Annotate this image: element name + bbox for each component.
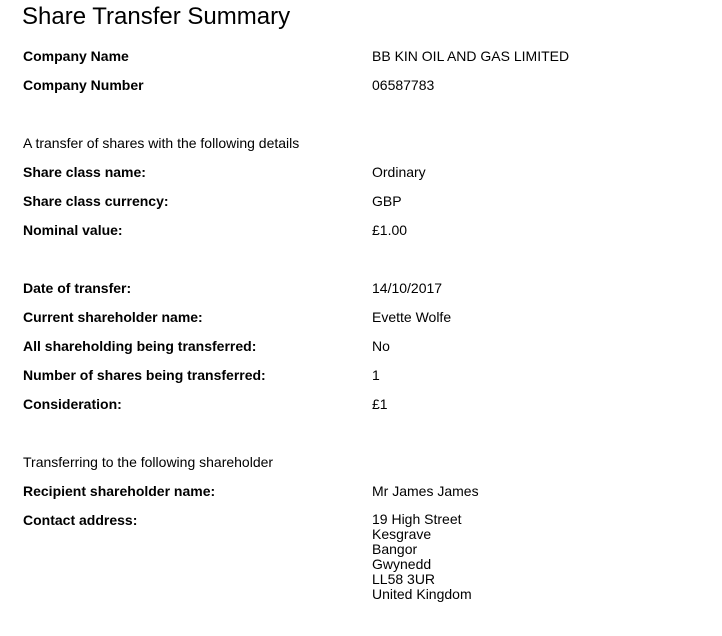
transfer-date-label: Date of transfer: bbox=[23, 280, 132, 296]
share-class-name-label: Share class name: bbox=[23, 164, 146, 180]
address-line: Kesgrave bbox=[372, 526, 432, 542]
transfer-date-value: 14/10/2017 bbox=[372, 280, 443, 296]
current-shareholder-label: Current shareholder name: bbox=[23, 309, 203, 325]
contact-address-label: Contact address: bbox=[23, 512, 138, 528]
recipient-intro: Transferring to the following shareholder bbox=[23, 454, 274, 470]
company-name-value: BB KIN OIL AND GAS LIMITED bbox=[372, 48, 570, 64]
company-number-value: 06587783 bbox=[372, 77, 435, 93]
all-shareholding-label: All shareholding being transferred: bbox=[23, 338, 257, 354]
share-details-intro: A transfer of shares with the following details bbox=[23, 135, 300, 151]
recipient-name-label: Recipient shareholder name: bbox=[23, 483, 216, 499]
share-class-name-value: Ordinary bbox=[372, 164, 426, 180]
address-line: United Kingdom bbox=[372, 586, 472, 602]
address-line: LL58 3UR bbox=[372, 571, 436, 587]
nominal-value-value: £1.00 bbox=[372, 222, 408, 238]
company-name-label: Company Name bbox=[23, 48, 129, 64]
share-class-currency-label: Share class currency: bbox=[23, 193, 169, 209]
share-class-currency-value: GBP bbox=[372, 193, 402, 209]
address-line: Bangor bbox=[372, 541, 418, 557]
address-line: Gwynedd bbox=[372, 556, 432, 572]
company-number-label: Company Number bbox=[23, 77, 144, 93]
number-of-shares-label: Number of shares being transferred: bbox=[23, 367, 266, 383]
contact-address-value bbox=[372, 512, 472, 602]
address-line: 19 High Street bbox=[372, 511, 462, 527]
current-shareholder-value: Evette Wolfe bbox=[372, 309, 452, 325]
consideration-value: £1 bbox=[372, 396, 388, 412]
consideration-label: Consideration: bbox=[23, 396, 122, 412]
recipient-name-value: Mr James James bbox=[372, 483, 479, 499]
all-shareholding-value: No bbox=[372, 338, 390, 354]
number-of-shares-value: 1 bbox=[372, 367, 380, 383]
page-title: Share Transfer Summary bbox=[22, 3, 291, 30]
nominal-value-label: Nominal value: bbox=[23, 222, 123, 238]
